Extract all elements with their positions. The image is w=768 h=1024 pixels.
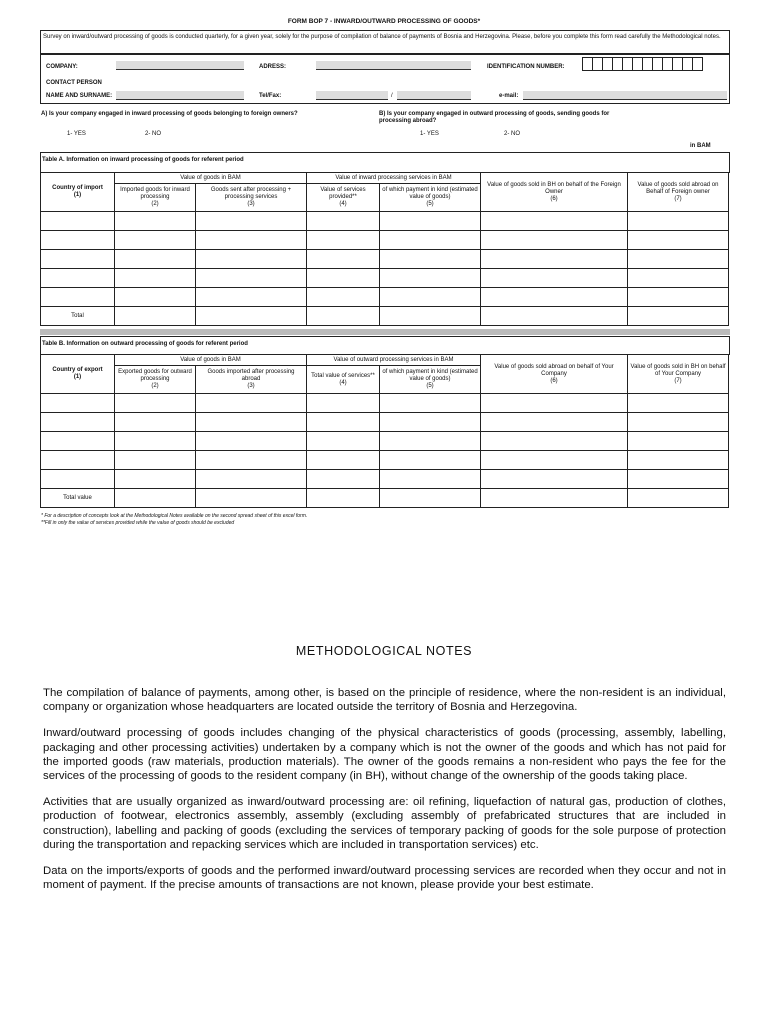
table-b-group-goods: Value of goods in BAM	[115, 355, 307, 366]
table-a-total-row[interactable]	[41, 307, 729, 326]
fax-field[interactable]	[397, 91, 471, 100]
table-a-group-goods: Value of goods in BAM	[115, 173, 307, 184]
address-label: ADRESS:	[259, 64, 287, 70]
email-field[interactable]	[523, 91, 727, 100]
table-row[interactable]	[41, 432, 729, 451]
table-a-col-6: Value of goods sold in BH on behalf of the Foreign Owner (6)	[481, 173, 628, 212]
table-b-title-row	[40, 336, 730, 355]
table-b-col-5: of which payment in kind (estimated value of goods) (5)	[380, 366, 481, 394]
table-b-col-3: Goods imported after processing abroad (3)	[196, 366, 307, 394]
name-surname-label: NAME AND SURNAME:	[46, 93, 113, 99]
question-a: A) Is your company engaged in inward processing of goods belonging to foreign owners?	[41, 111, 298, 117]
table-b-total-label: Total value	[41, 489, 115, 508]
currency-note: in BAM	[690, 143, 711, 149]
notes-paragraph-4: Data on the imports/exports of goods and the performed inward/outward processing services are recorded when they occur and not in moment of payment. If the precise amounts of transactions are not known, please provide your best estimate.	[43, 865, 726, 892]
notes-body	[43, 686, 726, 892]
footnote-2: **Fill in only the value of services provided while the value of goods should be excluded	[41, 520, 235, 526]
notes-paragraph-1: The compilation of balance of payments, among other, is based on the principle of residence, where the non-resident is an individual, company or organization whose headquarters are located outside the territory of Bosnia and Herzegovina.	[43, 687, 726, 714]
section-divider	[40, 329, 730, 335]
table-row[interactable]	[41, 451, 729, 470]
identification-number-boxes[interactable]	[582, 57, 703, 71]
telfax-label: Tel/Fax:	[259, 93, 282, 99]
table-b-col-country: Country of export (1)	[41, 355, 115, 394]
company-field[interactable]	[116, 61, 244, 70]
question-b-no[interactable]: 2- NO	[504, 131, 521, 137]
table-b-col-7: Value of goods sold in BH on behalf of Your Company (7)	[628, 355, 729, 394]
table-a-col-5: of which payment in kind (estimated value of goods) (5)	[380, 184, 481, 212]
table-row[interactable]	[41, 212, 729, 231]
table-a-group-services: Value of inward processing services in BAM	[307, 173, 481, 184]
company-info-box	[40, 54, 730, 104]
telfax-separator: /	[391, 93, 393, 99]
name-surname-field[interactable]	[116, 91, 244, 100]
table-b-col-6: Value of goods sold abroad on behalf of Your Company (6)	[481, 355, 628, 394]
tel-field[interactable]	[316, 91, 388, 100]
notes-paragraph-2: Inward/outward processing of goods includes changing of the physical characteristics of goods (processing, assembly, labelling, packaging and other processing activities) undertaken by a company which is not the owner of the goods and which has not paid for the imported goods (raw materials, production materials). The owner of the goods remains a non-resident who pays the fee for the services of the processing of goods to the resident company (in BH), without change of the ownership of the goods taking place.	[43, 727, 726, 783]
form-title: FORM BOP 7 - INWARD/OUTWARD PROCESSING OF GOODS*	[287, 18, 481, 25]
intro-box	[40, 30, 730, 54]
table-a-col-4: Value of services provided** (4)	[307, 184, 380, 212]
notes-paragraph-3: Activities that are usually organized as inward/outward processing are: oil refining, liquefaction of natural gas, production of clothes, production of footwear, electronics assembly, assembly (excluding assembly of prefabricated structures that are included in construction), labelling and packing of goods (excluding the services of temporary packing of goods for the sole purpose of protection during the transportation and repacking services which are included in transportation services) etc.	[43, 796, 726, 851]
table-a-title: Table A. Information on inward processing of goods for referent period	[42, 157, 244, 163]
table-row[interactable]	[41, 288, 729, 307]
notes-heading: METHODOLOGICAL NOTES	[295, 644, 473, 658]
table-b	[40, 354, 729, 508]
table-b-total-row[interactable]	[41, 489, 729, 508]
table-b-title: Table B. Information on outward processing of goods for referent period	[42, 341, 248, 347]
table-b-group-services: Value of outward processing services in BAM	[307, 355, 481, 366]
address-field[interactable]	[316, 61, 471, 70]
table-row[interactable]	[41, 413, 729, 432]
question-b: B) Is your company engaged in outward processing of goods, sending goods for processing abroad?	[379, 111, 610, 124]
question-a-yes[interactable]: 1- YES	[67, 131, 86, 137]
identification-label: IDENTIFICATION NUMBER:	[487, 64, 565, 70]
email-label: e-mail:	[499, 93, 519, 99]
table-a-col-2: Imported goods for inward processing (2)	[115, 184, 196, 212]
table-b-col-4: Total value of services** (4)	[307, 366, 380, 394]
table-row[interactable]	[41, 231, 729, 250]
table-a-total-label: Total	[41, 307, 115, 326]
question-a-no[interactable]: 2- NO	[145, 131, 162, 137]
footnote-1: * For a description of concepts look at the Methodological Notes available on the second spread sheet of this excel form.	[41, 513, 308, 519]
table-row[interactable]	[41, 394, 729, 413]
company-label: COMPANY:	[46, 64, 78, 70]
table-row[interactable]	[41, 470, 729, 489]
contact-person-label: CONTACT PERSON	[46, 80, 102, 86]
table-b-col-2: Exported goods for outward processing (2)	[115, 366, 196, 394]
table-row[interactable]	[41, 250, 729, 269]
question-b-yes[interactable]: 1- YES	[420, 131, 439, 137]
table-a-col-country: Country of import (1)	[41, 173, 115, 212]
table-a	[40, 172, 729, 326]
table-a-col-3: Goods sent after processing + processing services (3)	[196, 184, 307, 212]
table-a-col-7: Value of goods sold abroad on Behalf of Foreign owner (7)	[628, 173, 729, 212]
table-a-title-row	[40, 152, 730, 173]
intro-text: Survey on inward/outward processing of goods is conducted quarterly, for a given year, solely for the purpose of compilation of balance of payments of Bosnia and Herzegovina. Please, before you complete this form read carefully the Methodological notes.	[43, 34, 721, 40]
table-row[interactable]	[41, 269, 729, 288]
